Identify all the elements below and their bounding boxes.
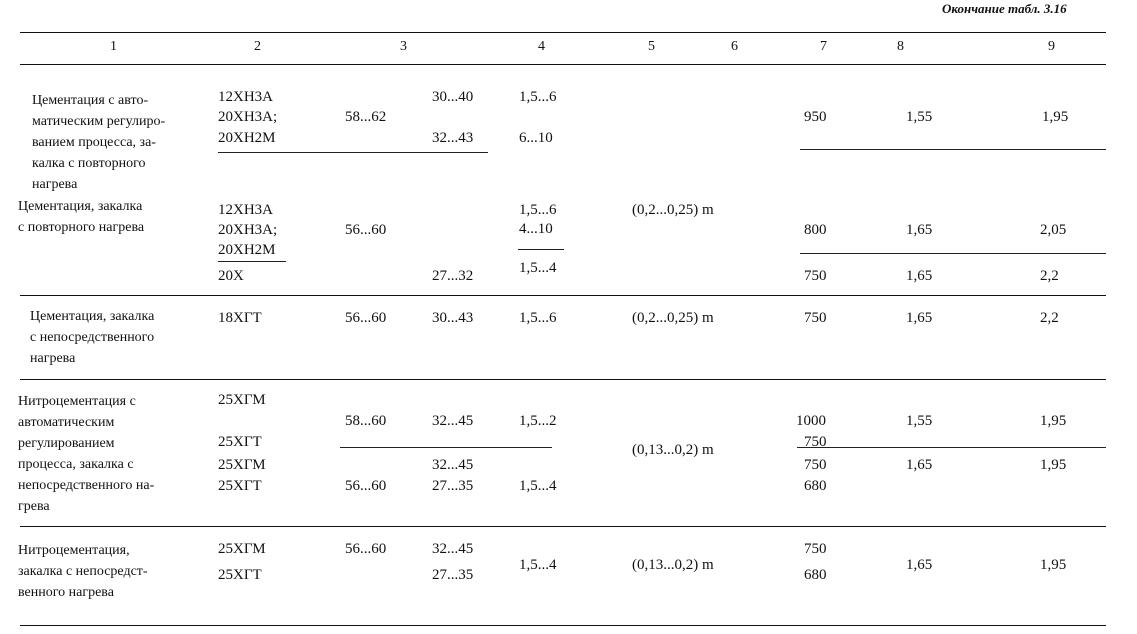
table-cell: 750 (804, 434, 827, 450)
steel-grade: 20ХН2М (218, 242, 276, 258)
process-label: Нитроцементация с автоматическим регулированием процесса, закалка с непосредственного на- грева (18, 394, 155, 514)
column-header: 6 (731, 39, 738, 54)
steel-grade: 20ХН3А; (218, 222, 278, 238)
table-cell: (0,2...0,25) m (632, 310, 714, 326)
group-rule (800, 149, 1106, 150)
hardness-value: 56...60 (345, 541, 387, 557)
table-cell: 1,5...6 (519, 202, 557, 218)
steel-grade: 25ХГТ (218, 478, 262, 494)
table-cell: 1,5...4 (519, 557, 557, 573)
table-cell: 2,2 (1040, 268, 1059, 284)
table-cell: 1,55 (906, 413, 933, 429)
steel-grade: 20Х (218, 268, 244, 284)
steel-grade: 25ХГТ (218, 434, 262, 450)
table-cell: 27...32 (432, 268, 474, 284)
table-cell: 27...35 (432, 567, 474, 583)
table-cell: 1,65 (906, 310, 933, 326)
steel-grade: 25ХГМ (218, 541, 266, 557)
table-cell: 750 (804, 457, 827, 473)
table-cell: 750 (804, 310, 827, 326)
hardness-value: 56...60 (345, 478, 387, 494)
hardness-value: 56...60 (345, 310, 387, 326)
table-cell: 1,95 (1040, 413, 1067, 429)
table-cell: 1,5...6 (519, 89, 557, 105)
table-cell: 6...10 (519, 130, 553, 146)
column-header: 9 (1048, 39, 1055, 54)
table-cell: 750 (804, 268, 827, 284)
hardness-value: 58...60 (345, 413, 387, 429)
table-cell: 1,65 (906, 457, 933, 473)
process-label: Нитроцементация, закалка с непосредст- венного нагрева (18, 543, 148, 600)
process-label: Цементация, закалка с повторного нагрева (18, 199, 145, 235)
row-divider (20, 379, 1106, 380)
table-cell: 680 (804, 478, 827, 494)
table-cell: 32...45 (432, 413, 474, 429)
process-label: Цементация, закалка с непосредственного нагрева (30, 309, 155, 366)
table-cell: (0,13...0,2) m (632, 442, 714, 458)
table-cell: 750 (804, 541, 827, 557)
table-cell: (0,2...0,25) m (632, 202, 714, 218)
table-cell: 1,5...4 (519, 260, 557, 276)
table-cell: 32...45 (432, 541, 474, 557)
hardness-value: 56...60 (345, 222, 387, 238)
header-bottom-rule (20, 64, 1106, 65)
table-caption: Окончание табл. 3.16 (942, 1, 1067, 16)
group-rule (218, 261, 286, 262)
table-cell: 1,65 (906, 222, 933, 238)
table-top-rule (20, 32, 1106, 33)
steel-grade: 12ХН3А (218, 202, 273, 218)
table-cell: 1,65 (906, 557, 933, 573)
row-divider (20, 526, 1106, 527)
group-rule (518, 249, 564, 250)
table-cell: 32...45 (432, 457, 474, 473)
table-cell: 1,55 (906, 109, 933, 125)
process-label: Цементация с авто- матическим регулиро- ванием процесса, за- калка с повторного нагрева (32, 93, 166, 192)
table-cell: 30...43 (432, 310, 474, 326)
group-rule (218, 152, 488, 153)
table-cell: 950 (804, 109, 827, 125)
steel-grade: 25ХГМ (218, 392, 266, 408)
table-cell: 1000 (796, 413, 826, 429)
table-cell: (0,13...0,2) m (632, 557, 714, 573)
column-header: 1 (110, 39, 117, 54)
table-cell: 4...10 (519, 221, 553, 237)
table-cell: 1,5...4 (519, 478, 557, 494)
column-header: 8 (897, 39, 904, 54)
steel-grade: 20ХН3А; (218, 109, 278, 125)
table-cell: 1,95 (1040, 457, 1067, 473)
column-header: 3 (400, 39, 407, 54)
steel-grade: 25ХГМ (218, 457, 266, 473)
table-cell: 30...40 (432, 89, 474, 105)
steel-grade: 20ХН2М (218, 130, 276, 146)
table-cell: 2,2 (1040, 310, 1059, 326)
table-cell: 1,95 (1040, 557, 1067, 573)
column-header: 5 (648, 39, 655, 54)
table-cell: 800 (804, 222, 827, 238)
table-cell: 1,5...6 (519, 310, 557, 326)
steel-grade: 25ХГТ (218, 567, 262, 583)
column-header: 4 (538, 39, 545, 54)
row-divider (20, 295, 1106, 296)
table-cell: 32...43 (432, 130, 474, 146)
steel-grade: 12ХН3А (218, 89, 273, 105)
group-rule (340, 447, 552, 448)
table-cell: 680 (804, 567, 827, 583)
table-cell: 1,65 (906, 268, 933, 284)
table-cell: 27...35 (432, 478, 474, 494)
steel-grade: 18ХГТ (218, 310, 262, 326)
table-cell: 1,95 (1042, 109, 1069, 125)
table-bottom-rule (20, 625, 1106, 626)
hardness-value: 58...62 (345, 109, 387, 125)
column-header: 2 (254, 39, 261, 54)
group-rule (800, 253, 1106, 254)
group-rule (797, 447, 1106, 448)
column-header: 7 (820, 39, 827, 54)
table-cell: 2,05 (1040, 222, 1067, 238)
table-cell: 1,5...2 (519, 413, 557, 429)
